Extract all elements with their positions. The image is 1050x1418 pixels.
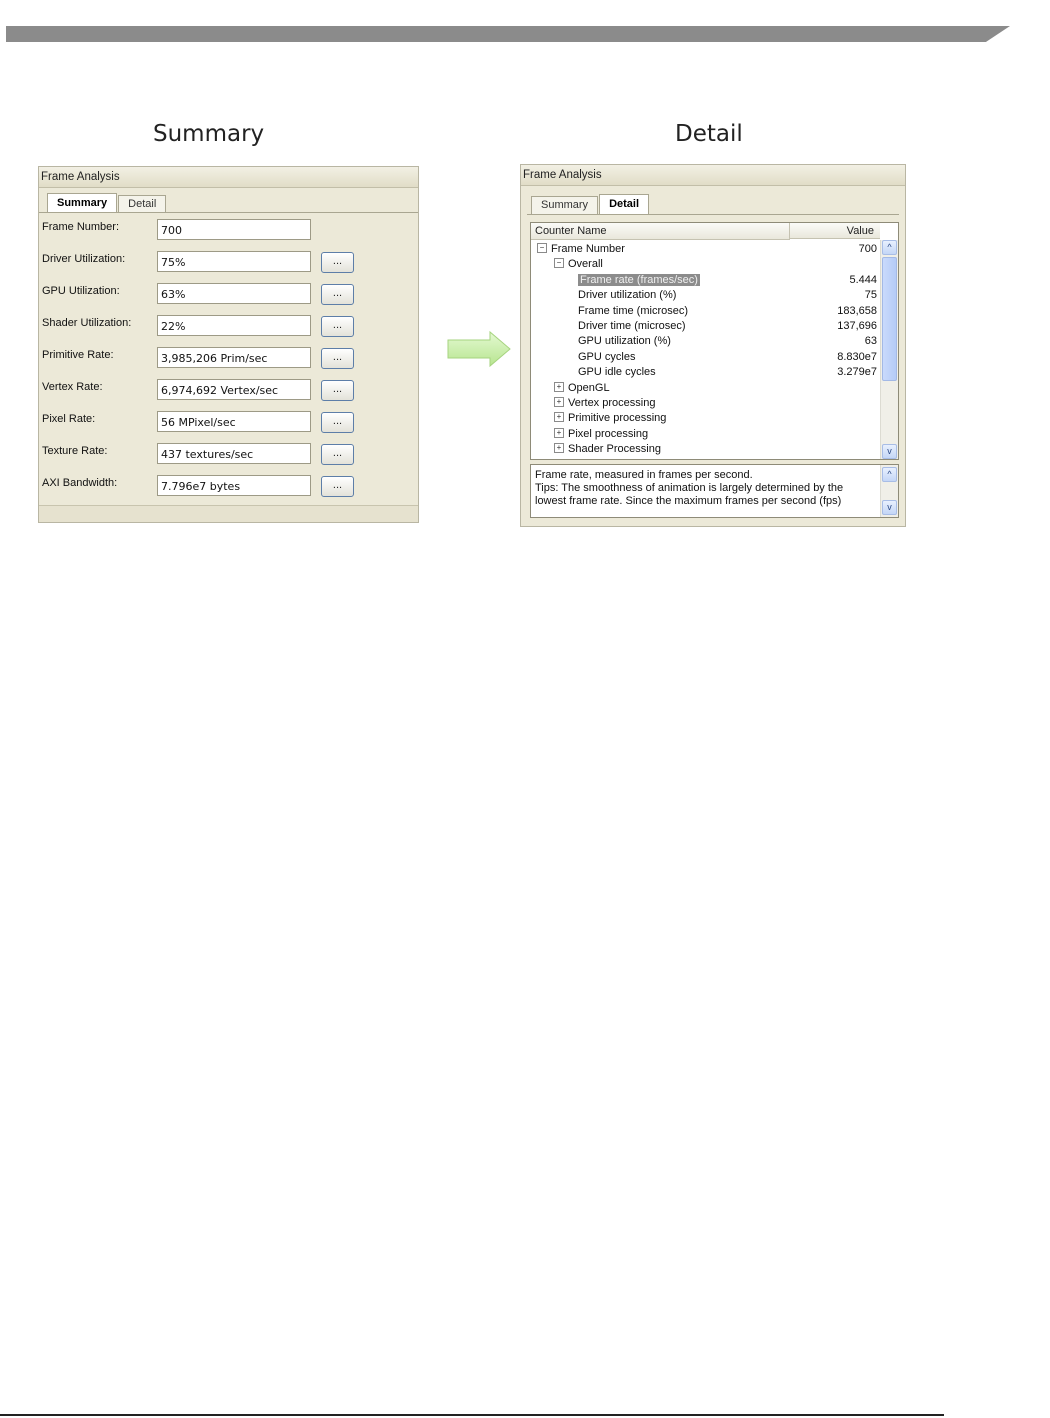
tree-row[interactable] bbox=[554, 411, 666, 426]
arrow-right-icon bbox=[446, 330, 512, 368]
field-value-input[interactable]: 3,985,206 Prim/sec bbox=[157, 347, 311, 368]
footer-rule bbox=[0, 1414, 944, 1416]
tree-row-label: Frame Number bbox=[551, 243, 625, 255]
panel-title: Frame Analysis bbox=[521, 165, 905, 186]
field-label: GPU Utilization: bbox=[42, 285, 120, 297]
tree-row[interactable] bbox=[554, 396, 655, 411]
field-value-input[interactable]: 437 textures/sec bbox=[157, 443, 311, 464]
tree-row-value: 63 bbox=[864, 335, 877, 348]
description-box bbox=[530, 464, 899, 518]
tree-row[interactable] bbox=[578, 334, 671, 349]
details-button[interactable]: ... bbox=[321, 412, 354, 433]
scroll-down-icon[interactable]: v bbox=[882, 444, 897, 459]
field-label: Vertex Rate: bbox=[42, 381, 103, 393]
tree-row[interactable] bbox=[537, 242, 625, 257]
tab-detail[interactable]: Detail bbox=[118, 195, 166, 213]
scroll-up-icon[interactable]: ^ bbox=[882, 240, 897, 255]
field-value-input[interactable]: 56 MPixel/sec bbox=[157, 411, 311, 432]
details-button[interactable]: ... bbox=[321, 380, 354, 401]
column-header-counter-name[interactable]: Counter Name bbox=[531, 223, 790, 240]
field-value-input[interactable]: 22% bbox=[157, 315, 311, 336]
tab-summary[interactable]: Summary bbox=[531, 196, 598, 214]
expand-icon[interactable]: + bbox=[554, 443, 564, 453]
expand-icon[interactable]: + bbox=[554, 382, 564, 392]
details-button[interactable]: ... bbox=[321, 252, 354, 273]
details-button[interactable]: ... bbox=[321, 316, 354, 337]
tree-row[interactable] bbox=[554, 427, 648, 442]
tree-row-label: Pixel processing bbox=[568, 427, 649, 440]
status-bar bbox=[39, 505, 418, 522]
tree-row-label: Frame time (microsec) bbox=[578, 304, 689, 317]
detail-heading: Detail bbox=[675, 121, 743, 147]
tree-row-value: 8.830e7 bbox=[837, 350, 877, 363]
panel-title: Frame Analysis bbox=[39, 167, 418, 188]
tree-row-label: Primitive processing bbox=[568, 412, 667, 425]
tree-row-label: Shader Processing bbox=[568, 443, 661, 456]
expand-icon[interactable]: + bbox=[554, 412, 564, 422]
field-label: Frame Number: bbox=[42, 221, 120, 233]
collapse-icon[interactable]: − bbox=[537, 243, 547, 253]
tree-row-label: Frame rate (frames/sec) bbox=[580, 273, 698, 286]
field-label: AXI Bandwidth: bbox=[42, 477, 118, 489]
tab-summary[interactable]: Summary bbox=[47, 193, 117, 213]
tab-detail[interactable]: Detail bbox=[599, 194, 649, 214]
tree-row-label: GPU idle cycles bbox=[578, 366, 656, 379]
tree-row[interactable] bbox=[554, 381, 610, 396]
field-label: Primitive Rate: bbox=[42, 349, 114, 361]
field-label: Driver Utilization: bbox=[42, 253, 126, 265]
tree-row-label: Vertex processing bbox=[568, 397, 656, 409]
tree-row-label: Driver time (microsec) bbox=[578, 320, 686, 332]
tree-row[interactable] bbox=[578, 304, 688, 319]
tab-divider bbox=[39, 212, 418, 213]
tree-row[interactable] bbox=[578, 319, 686, 334]
tree-row-label: Driver utilization (%) bbox=[578, 289, 677, 302]
tree-row[interactable] bbox=[578, 288, 676, 303]
description-scrollbar[interactable] bbox=[880, 465, 898, 517]
tree-row[interactable] bbox=[578, 365, 656, 380]
tree-row-value: 5.444 bbox=[849, 273, 877, 286]
counter-tree[interactable] bbox=[530, 222, 899, 460]
tree-row-value: 75 bbox=[864, 289, 877, 302]
description-line: Tips: The smoothness of animation is largely determined by the bbox=[535, 482, 844, 494]
header-bar bbox=[6, 26, 1010, 42]
tab-divider bbox=[527, 214, 899, 215]
tree-row[interactable] bbox=[554, 442, 661, 457]
field-value-input[interactable]: 6,974,692 Vertex/sec bbox=[157, 379, 311, 400]
tree-row-value: 137,696 bbox=[837, 320, 877, 332]
expand-icon[interactable]: + bbox=[554, 397, 564, 407]
details-button[interactable]: ... bbox=[321, 284, 354, 305]
description-line: lowest frame rate. Since the maximum frames per second (fps) bbox=[535, 495, 842, 507]
tree-row[interactable] bbox=[578, 350, 635, 365]
collapse-icon[interactable]: − bbox=[554, 258, 564, 268]
column-header-value[interactable]: Value bbox=[790, 223, 880, 239]
tree-row-label: OpenGL bbox=[568, 381, 610, 394]
description-line: Frame rate, measured in frames per second. bbox=[535, 469, 753, 481]
field-label: Texture Rate: bbox=[42, 445, 108, 457]
scroll-down-icon[interactable]: v bbox=[882, 500, 897, 515]
summary-heading: Summary bbox=[153, 121, 265, 147]
tree-row-label: GPU cycles bbox=[578, 350, 636, 363]
tab-bar bbox=[531, 194, 650, 214]
expand-icon[interactable]: + bbox=[554, 428, 564, 438]
scroll-up-icon[interactable]: ^ bbox=[882, 467, 897, 482]
scroll-thumb[interactable] bbox=[882, 257, 897, 381]
tree-row[interactable] bbox=[578, 273, 700, 288]
field-value-input[interactable]: 63% bbox=[157, 283, 311, 304]
tree-row-value: 183,658 bbox=[837, 304, 877, 317]
tree-row[interactable] bbox=[554, 257, 603, 272]
tree-row-value: 700 bbox=[858, 243, 877, 255]
field-label: Pixel Rate: bbox=[42, 413, 96, 425]
details-button[interactable]: ... bbox=[321, 348, 354, 369]
field-value-input[interactable]: 75% bbox=[157, 251, 311, 272]
field-label: Shader Utilization: bbox=[42, 317, 132, 329]
tree-row-label: GPU utilization (%) bbox=[578, 335, 671, 348]
details-button[interactable]: ... bbox=[321, 444, 354, 465]
summary-frame-analysis-panel bbox=[38, 166, 419, 523]
tab-bar bbox=[47, 193, 167, 213]
detail-frame-analysis-panel bbox=[520, 164, 906, 527]
tree-row-label: Overall bbox=[568, 258, 603, 271]
field-value-input[interactable]: 7.796e7 bytes bbox=[157, 475, 311, 496]
tree-row-value: 3.279e7 bbox=[837, 366, 877, 379]
field-value-input[interactable]: 700 bbox=[157, 219, 311, 240]
tree-scrollbar[interactable] bbox=[880, 240, 898, 459]
details-button[interactable]: ... bbox=[321, 476, 354, 497]
